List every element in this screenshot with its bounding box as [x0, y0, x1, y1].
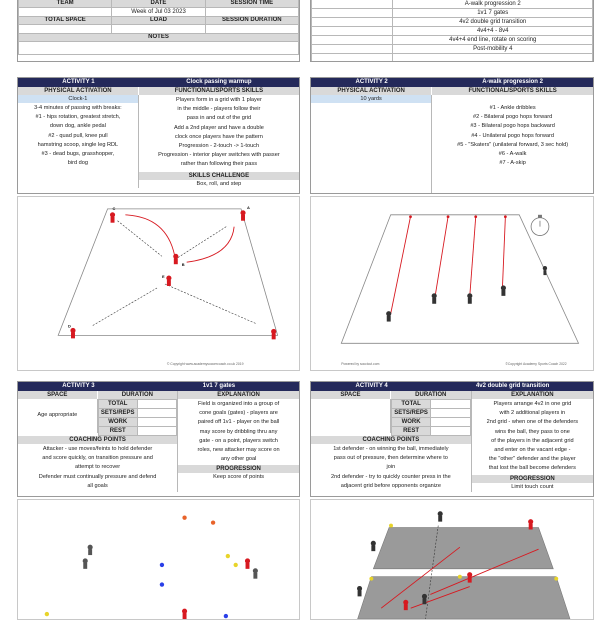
activity-3-diagram: [17, 499, 300, 620]
activity-1-skills-text: Players form in a grid with 1 player in the middle - players follow their pass in and out of the grid Add a 2nd player and have a double clock once players have the pattern Progression - 2-touch -> 1-touch Progression - interior player switches with passer rather than following their pass: [158, 97, 280, 168]
player-d-body: [71, 332, 75, 338]
skills-challenge-label: SKILLS CHALLENGE: [139, 172, 299, 180]
activity-4-space-value[interactable]: [311, 399, 391, 433]
player-c-body: [111, 217, 115, 223]
activity-3-space-label: SPACE: [18, 391, 98, 399]
activity-3-explanation-label: EXPLANATION: [178, 391, 299, 399]
activity-2-physical-header: PHYSICAL ACTIVATION: [311, 87, 432, 95]
runner-3: [467, 293, 472, 298]
activity-4-rest-label: REST: [391, 427, 430, 436]
activity-4-work-label: WORK: [391, 418, 430, 427]
activity-4-space-label: SPACE: [311, 391, 391, 399]
double-grid-svg: [311, 500, 593, 619]
activity-1-diagram: [17, 196, 300, 371]
activity-4-coaching-label: COACHING POINTS: [311, 436, 471, 444]
activity-3-name: 1v1 7 gates: [139, 382, 299, 391]
total-space-value[interactable]: [19, 25, 112, 34]
plan-line-1: A-walk progression 2: [393, 0, 593, 9]
player-a-body: [241, 215, 245, 221]
gates-svg: [18, 500, 299, 619]
plan-line-6: Post-mobility 4: [393, 45, 593, 54]
runner-2: [432, 293, 437, 298]
player-b-body: [174, 258, 178, 264]
session-duration-value[interactable]: [205, 25, 298, 34]
player-b: [173, 254, 178, 259]
activity-1-skills-header: FUNCTIONAL/SPORTS SKILLS: [139, 87, 299, 95]
plan-line-7: [393, 54, 593, 63]
activity-3-progression-label: PROGRESSION: [178, 465, 299, 473]
player-c: [110, 212, 115, 217]
activity-3-sets-label: SETS/REPS: [98, 409, 137, 418]
activity-3-coaching-label: COACHING POINTS: [18, 436, 177, 444]
activity-1-name: Clock passing warmup: [139, 78, 299, 87]
load-value[interactable]: [112, 25, 205, 34]
activity-3-explanation-text: Field is organized into a group of cone goals (gates) - players are paired off 1v1 - player on the ball may score by dribbling thru any gate - on a point, players switch roles, new attacker may score on any other goal: [197, 401, 280, 463]
date-value[interactable]: Week of Jul 03 2023: [112, 8, 205, 17]
load-label: LOAD: [112, 17, 205, 25]
session-time-label: SESSION TIME: [205, 0, 298, 8]
player-f: [271, 329, 276, 334]
activity-1-panel: [17, 77, 300, 194]
activity-2-diagram: [310, 196, 594, 371]
notes-label: NOTES: [19, 34, 299, 42]
activity-4-duration-label: DURATION: [391, 391, 471, 399]
stopwatch-icon: [531, 215, 549, 236]
player-f-body: [272, 333, 276, 339]
activity-3-space-value: Age appropriate: [18, 399, 98, 433]
session-duration-label: SESSION DURATION: [205, 17, 298, 25]
session-header-panel: [17, 0, 300, 62]
activity-4-name: 4v2 double grid transition: [432, 382, 593, 391]
plan-line-3: 4v2 double grid transition: [393, 18, 593, 27]
notes-value[interactable]: [19, 42, 299, 55]
player-d: [70, 328, 75, 333]
total-space-label: TOTAL SPACE: [19, 17, 112, 25]
label-a: A: [246, 204, 250, 210]
activity-2-skills-header: FUNCTIONAL/SPORTS SKILLS: [432, 87, 593, 95]
grid-outline: [58, 209, 277, 336]
activity-2-skills-text: #1 - Ankle dribbles #2 - Bilateral pogo hops forward #3 - Bilateral pogo hops backward #4 - Unilateral pogo hops forward #5 - "Skaters" (unilateral forward, 3 sec hold) #6 - A-walk #7 - A-skip: [457, 105, 569, 167]
date-label: DATE: [112, 0, 205, 8]
activity-2-distance: 10 yards: [311, 95, 431, 103]
plan-line-4: 4v4+4 - 8v4: [393, 27, 593, 36]
player-e-body: [167, 280, 171, 286]
skills-challenge-value: Box, roll, and step: [196, 180, 242, 187]
plan-spacer: [312, 0, 393, 9]
coach: [543, 266, 547, 270]
plan-line-2: 1v1 7 gates: [393, 9, 593, 18]
player-a: [240, 210, 245, 215]
activity-3-total-label: TOTAL: [98, 400, 137, 409]
activity-4-progression-label: PROGRESSION: [472, 475, 593, 483]
grid-top: [373, 528, 553, 569]
label-c: C: [112, 205, 116, 211]
activity-1-physical-header: PHYSICAL ACTIVATION: [18, 87, 139, 95]
runner-4: [501, 285, 506, 290]
team-label: TEAM: [19, 0, 112, 8]
clock-passing-svg: [18, 197, 299, 370]
gate-cones: [45, 516, 238, 619]
label-d: D: [68, 323, 71, 329]
activity-1-physical-text: 3-4 minutes of passing with breaks: #1 - hips rotation, greatest stretch, down dog, ankle pedal #2 - quad pull, knee pull hamstring scoop, single leg RDL #3 - dead bugs, grasshopper, bird dog: [34, 105, 122, 167]
activity-4-total-label: TOTAL: [391, 400, 430, 409]
player-e: [166, 275, 171, 280]
activity-4-diagram: [310, 499, 594, 620]
activity-2-name: A-walk progression 2: [432, 78, 593, 87]
activity-1-clock-label: Clock-1: [18, 95, 138, 103]
gray-players: [83, 545, 258, 579]
runner-1: [386, 311, 391, 316]
activity-4-explanation-text: Players arrange 4v2 in one grid with 2 additional players in 2nd grid - when one of the defenders wins the ball, they pass to one of the players in the adjacent grid and enter on the vacant edge - the "other" defender and the player that lost the ball become defenders: [486, 401, 579, 472]
activity-4-progression-value: Limit touch count: [511, 483, 554, 490]
activity-3-work-label: WORK: [98, 418, 137, 427]
grid-bottom: [358, 577, 570, 619]
plan-line-5: 4v4+4 end line, rotate on scoring: [393, 36, 593, 45]
activity-3-rest-label: REST: [98, 427, 137, 436]
activity-3-panel: [17, 381, 300, 497]
activity-4-explanation-label: EXPLANATION: [472, 391, 593, 399]
activity-2-credit-left: Powered by soccicut.com: [341, 362, 380, 367]
session-plan-panel: [310, 0, 594, 62]
activity-4-sets-label: SETS/REPS: [391, 409, 430, 418]
label-b: B: [181, 262, 185, 268]
activity-3-progression-value: Keep score of points: [213, 474, 265, 481]
activity-3-duration-label: DURATION: [98, 391, 178, 399]
activity-4-panel: [310, 381, 594, 497]
activity-4-coaching-text: 1st defender - on winning the ball, immediately pass out of pressure, then determine where to join 2nd defender - try to quickly counter press in the adjacent grid before opponents organize: [331, 446, 451, 489]
red-players: [182, 558, 250, 619]
activity-4-title: ACTIVITY 4: [311, 382, 432, 391]
activity-1-credit: © Copyright www.academysoccercoach.co.uk 2019: [166, 362, 244, 367]
activity-3-coaching-text: Attacker - use moves/feints to hold defender and score quickly, on transition pressure and attempt to recover Defender must continually pressure and defend all goals: [38, 446, 157, 489]
a-walk-svg: [311, 197, 593, 370]
activity-2-panel: [310, 77, 594, 194]
team-value[interactable]: [19, 8, 112, 17]
session-time-value[interactable]: [205, 8, 298, 17]
label-e: E: [161, 274, 165, 280]
activity-3-title: ACTIVITY 3: [18, 382, 139, 391]
activity-2-credit-right: ©Copyright Academy Sports Coach 2022: [505, 362, 567, 367]
activity-2-title: ACTIVITY 2: [311, 78, 432, 87]
activity-1-title: ACTIVITY 1: [18, 78, 139, 87]
